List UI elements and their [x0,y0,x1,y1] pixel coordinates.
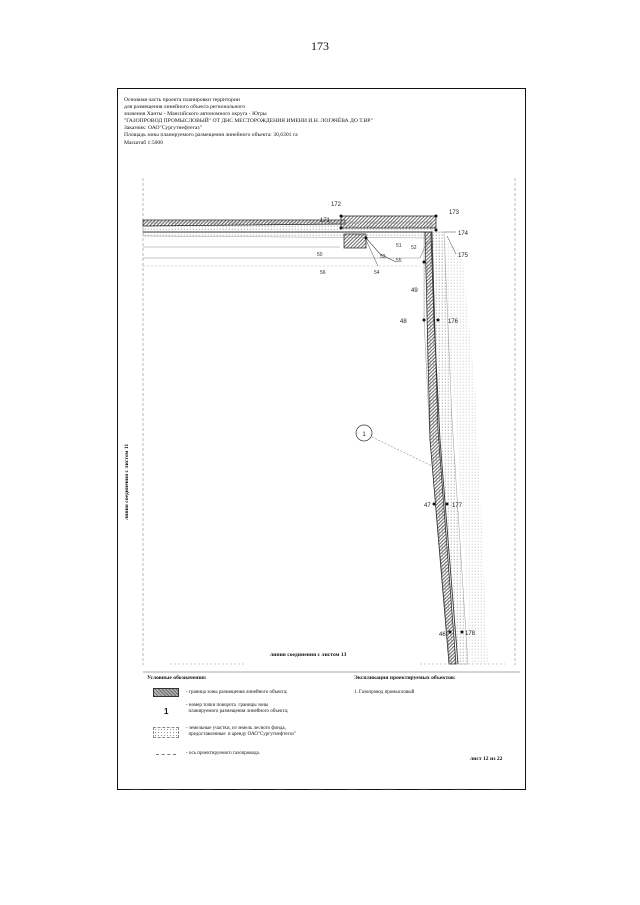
explication-item: 1. Газопровод промысловый [354,690,415,695]
turn-point [340,215,343,218]
point-label: 48 [400,319,407,325]
point-label: 47 [424,503,431,509]
zone-boundary [341,216,436,228]
point-label: 174 [458,231,469,237]
bottom-join-label: линия соединения с листом 13 [270,652,347,658]
turn-point [461,631,464,634]
zone-swatch [153,688,179,697]
title-line: для размещения линейного объекта регионального [124,104,246,111]
title-line: значения Ханты - Мансийского автономного округа - Югры [124,111,267,118]
parcel-line [366,240,378,266]
turn-point [435,229,438,232]
point-label: 52 [411,245,417,251]
turn-point [423,319,426,322]
page-number: 173 [311,39,329,53]
point-label: 177 [452,503,463,509]
point-label: 53 [380,254,386,260]
point-label: 172 [331,202,342,208]
pipeline-axis [143,232,458,664]
point-label: 55 [396,258,402,264]
explication-title: Экспликация проектируемых объектов: [354,675,456,681]
turn-point [433,503,436,506]
point-label: 46 [439,632,446,638]
point-label: 173 [449,210,460,216]
legend-item: - ось проектируемого газопровода. [186,751,260,756]
turn-point [365,237,368,240]
callout-number: 1 [362,432,366,438]
left-join-label: линия соединения с листом 11 [124,443,130,520]
point-number-swatch: 1 [164,707,169,716]
title-line: Основная часть проекта планировки территории [124,97,240,103]
zone-boundary [344,234,366,248]
scale-line: Масштаб 1:5000 [124,139,164,146]
legend-item: - земельные участки, из земель лесного фонда, предоставленные в аренду ОАО"Сургутнефтегаз" [186,726,296,738]
point-label: 50 [317,252,323,258]
lease-swatch [153,727,179,738]
legend-title: Условные обозначения: [147,675,207,681]
point-label: 56 [320,270,326,276]
point-label: 49 [411,288,418,294]
point-label: 176 [448,319,459,325]
sheet-number: лист 12 из 22 [470,756,503,762]
point-label: 178 [465,631,476,637]
point-label: 54 [374,270,380,276]
area-line: Площадь зоны планируемого размещения линейного объекта: 30,6301 га [124,132,298,139]
turn-point [435,215,438,218]
callout-leader [372,437,432,466]
turn-point [437,319,440,322]
legend-item: - граница зоны размещения линейного объекта; [186,690,288,695]
turn-point [446,503,449,506]
turn-point [449,631,452,634]
point-label: 171 [320,218,331,224]
point-label: 51 [396,243,402,249]
turn-point [423,261,426,264]
legend-item: - номер точки поворота границы зоны планируемого размещения линейного объекта; [186,703,289,715]
point-label: 175 [458,253,469,259]
title-line: "ГАЗОПРОВОД ПРОМЫСЛОВЫЙ" ОТ ДНС МЕСТОРОЖДЕНИЯ ИМЕНИ И.Н. ЛОГАЧЁВА ДО Т.ВР." [124,118,374,125]
customer-line: Заказчик: ОАО"Сургутнефтегаз" [124,125,202,132]
turn-point [340,227,343,230]
axis-swatch [156,754,176,755]
